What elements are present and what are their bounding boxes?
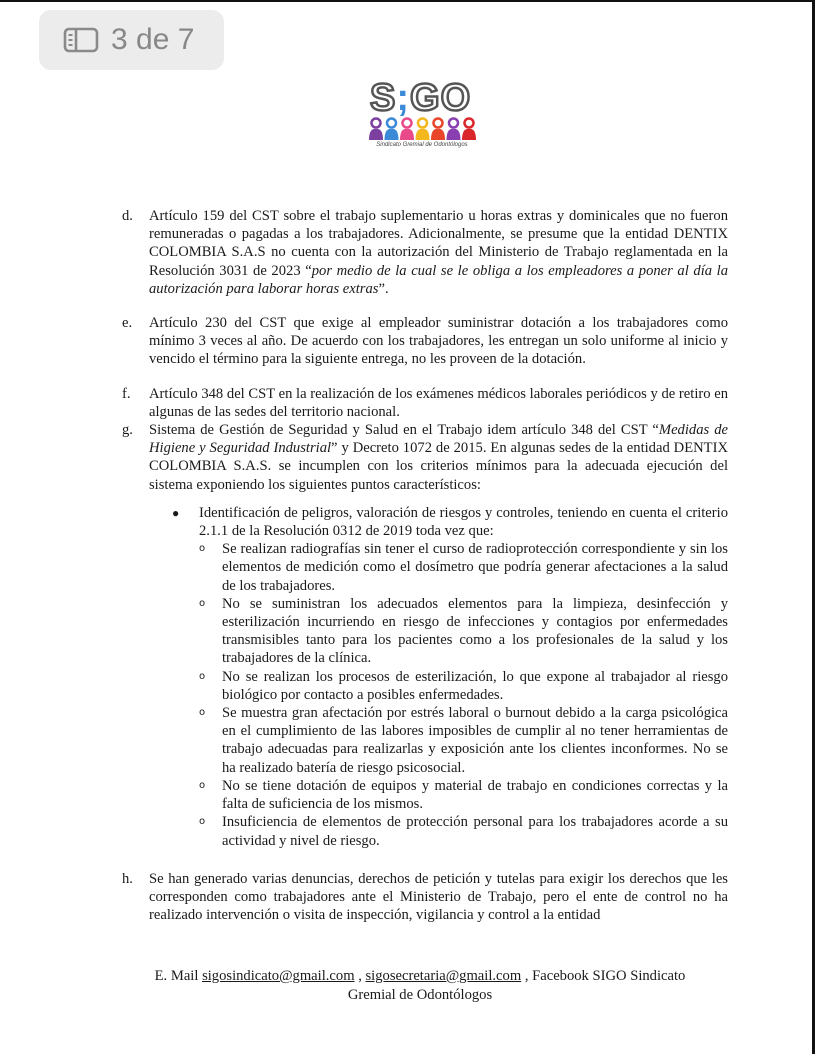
list-item-d <box>122 207 728 298</box>
item-marker: e. <box>122 315 133 332</box>
logo-figure <box>416 119 430 141</box>
list-item-f <box>122 385 728 421</box>
item-text: Artículo 230 del CST que exige al empleador suministrar dotación a los trabajadores como mínimo 3 veces al año. De acuerdo con los trabajadores, les entregan un solo uniforme al inicio y vencido el término para la siguiente entrega, no les proveen de la dotación. <box>149 315 728 368</box>
logo-figure <box>369 119 383 141</box>
page-footer <box>110 967 730 1005</box>
item-text: Artículo 348 del CST en la realización de los exámenes médicos laborales periódicos y de retiro en algunas de las sedes del territorio nacional. <box>149 385 728 420</box>
list-item-g <box>122 421 728 494</box>
page-indicator-badge[interactable] <box>39 10 224 70</box>
page-indicator-text: 3 de 7 <box>111 23 195 56</box>
logo-people-icon <box>366 116 478 142</box>
sub-list <box>172 504 728 850</box>
sub-list-item: o Se muestra gran afectación por estrés laboral o burnout debido a la carga psicológica en el cumplimiento de las labores imposibles de cumplir al no tener herramientas de trabajo adecuadas para realizarlas y exposición ante los clientes inconformes. No se ha realizado batería de riesgo psicosocial. <box>199 705 728 776</box>
logo-figure <box>385 119 399 141</box>
sub-list-item: o No se suministran los adecuados elementos para la limpieza, desinfección y esterilización incurriendo en riesgo de infecciones y contagios por enfermedades transmisibles tanto para los pacientes como a los profesionales de la salud y los trabajadores de la clínica. <box>199 595 728 667</box>
sub-sub-list <box>199 540 728 849</box>
logo-figure <box>462 119 476 141</box>
item-text: Sistema de Gestión de Seguridad y Salud en el Trabajo idem artículo 348 del CST “Medidas de Higiene y Seguridad Industrial” y Decreto 1072 de 2015. En algunas sedes de la entidad DENTIX COLOMBIA S.A.S. se incumplen con los criterios mínimos para la adecuada ejecución del sistema exponiendo los siguientes puntos característicos: <box>149 422 728 493</box>
email-link-2[interactable]: sigosecretaria@gmail.com <box>365 968 522 984</box>
sub-list-item: o Se realizan radiografías sin tener el curso de radioprotección correspondiente y sin los elementos de medición como el dosímetro que podría generar afectaciones a la salud de los trabajadores. <box>199 541 728 594</box>
logo-caption: Sindicato Gremial de Odontólogos <box>376 142 468 148</box>
footer-line-1: E. Mail sigosindicato@gmail.com , sigosecretaria@gmail.com , Facebook SIGO Sindicato <box>154 968 686 984</box>
sub-list-item: o No se tiene dotación de equipos y material de trabajo en condiciones correctas y la falta de suficiencia de los mismos. <box>199 777 728 813</box>
logo-wordmark: S;GO <box>370 77 472 119</box>
bullet-item <box>172 504 728 540</box>
item-text: Artículo 159 del CST sobre el trabajo suplementario u horas extras y dominicales que no fueron remuneradas o pagadas a los trabajadores. Adicionalmente, se presume que la entidad DENTIX COLOMBIA S.A.S no cuenta con la autorización del Ministerio de Trabajo reglamentada en la Resolución 3031 de 2023 “por medio de la cual se le obliga a los empleadores a poner al día la autorización para laborar horas extras”. <box>149 208 728 297</box>
item-marker: f. <box>122 385 131 402</box>
sub-list-item: o No se realizan los procesos de esterilización, lo que expone al trabajador al riesgo biológico por contacto a posibles enfermedades. <box>199 668 728 703</box>
email-link-1[interactable]: sigosindicato@gmail.com <box>202 968 355 984</box>
item-marker: d. <box>122 208 133 224</box>
sub-list-item: o Insuficiencia de elementos de protección personal para los trabajadores acorde a su actividad y nivel de riesgo. <box>199 814 728 849</box>
sidebar-panel-icon[interactable] <box>63 27 99 53</box>
logo-figure <box>447 119 461 141</box>
logo-figure <box>431 119 445 141</box>
list-item-h <box>122 870 728 925</box>
document-body <box>122 207 728 924</box>
footer-line-2: Gremial de Odontólogos <box>347 987 493 1003</box>
item-text: Se han generado varias denuncias, derechos de petición y tutelas para exigir los derechos que les corresponden como trabajadores ante el Ministerio de Trabajo, pero el ente de control no ha realizado intervención o visita de inspección, vigilancia y control a la entidad <box>149 870 728 924</box>
list-item-e <box>122 314 728 369</box>
item-marker: h. <box>122 870 133 887</box>
logo-figure <box>400 119 414 141</box>
top-border <box>0 0 815 2</box>
item-marker: g. <box>122 422 133 439</box>
sigo-logo <box>366 78 478 158</box>
bullet-marker: ● <box>172 505 180 520</box>
bullet-text: Identificación de peligros, valoración de riesgos y controles, teniendo en cuenta el criterio 2.1.1 de la Resolución 0312 de 2019 toda vez que: <box>199 504 728 540</box>
